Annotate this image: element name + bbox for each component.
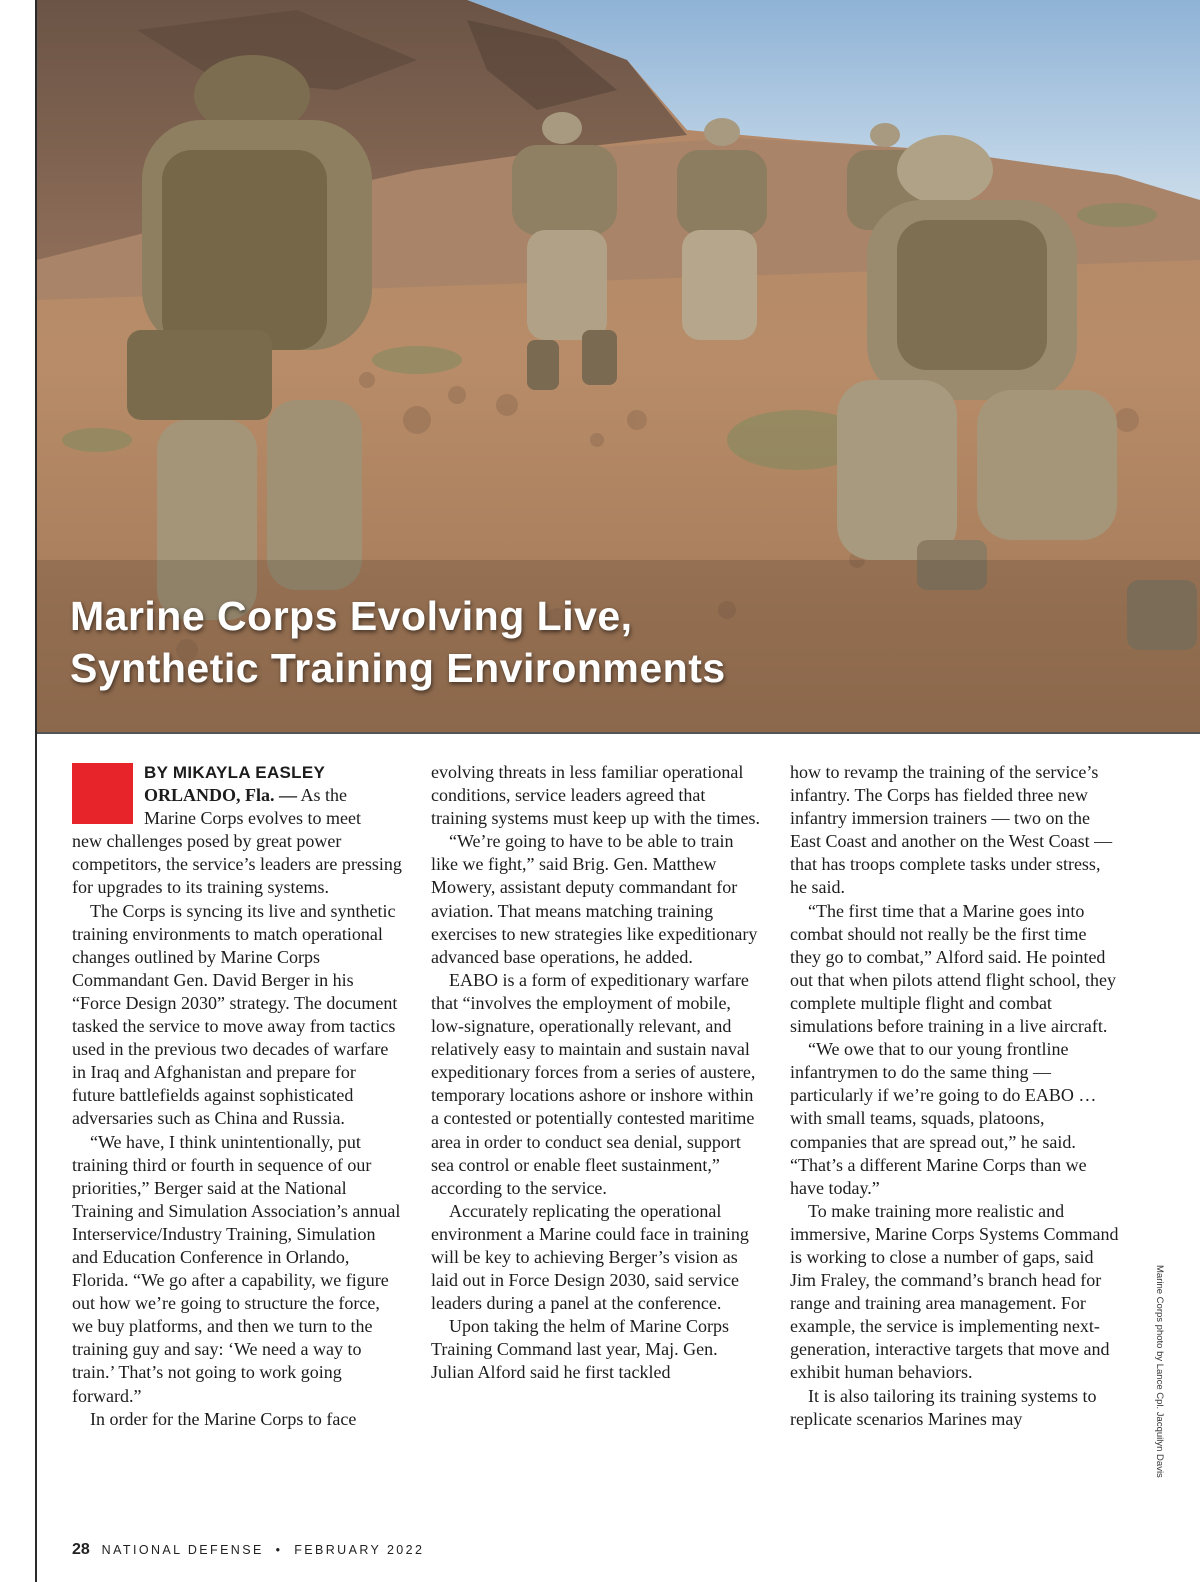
lead-line-1 bbox=[144, 784, 402, 807]
paragraph: Accurately replicating the operational environment a Marine could face in training will be key to achieving Berger’s vision as laid out in Force Design 2030, said service leaders during a panel at the conference. bbox=[431, 1200, 749, 1314]
article-column-3 bbox=[790, 761, 1120, 1431]
dateline: ORLANDO, Fla. — bbox=[144, 785, 297, 806]
paragraph: “The first time that a Marine goes into combat should not really be the first time they go to combat,” Alford said. He pointed out that when pilots attend flight school, they complete multiple flight and combat simulations before training in a live aircraft. bbox=[790, 900, 1116, 1037]
issue-date: FEBRUARY 2022 bbox=[294, 1543, 425, 1557]
headline-line-1: Marine Corps Evolving Live, bbox=[70, 593, 633, 639]
publication-name: NATIONAL DEFENSE bbox=[101, 1543, 264, 1557]
paragraph: To make training more realistic and immersive, Marine Corps Systems Command is working to close a number of gaps, said Jim Fraley, the command’s branch head for range and training area management. For example, the service is implementing next-generation, interactive targets that move and exhibit human behaviors. bbox=[790, 1200, 1119, 1383]
paragraph: new challenges posed by great power competitors, the service’s leaders are pressing for upgrades to its training systems. bbox=[72, 831, 402, 898]
paragraph: Upon taking the helm of Marine Corps Training Command last year, Maj. Gen. Julian Alford said he first tackled bbox=[431, 1316, 729, 1383]
paragraph: EABO is a form of expeditionary warfare that “involves the employment of mobile, low-signature, operationally relevant, and relatively easy to maintain and sustain naval expeditionary forces from a series of austere, temporary locations ashore or inshore within a contested or potentially contested maritime area in order to conduct sea denial, support sea control or enable fleet sustainment,” according to the service. bbox=[431, 969, 756, 1198]
byline: BY MIKAYLA EASLEY bbox=[144, 763, 326, 782]
paragraph: “We have, I think unintentionally, put training third or fourth in sequence of our priorities,” Berger said at the National Training and Simulation Association’s annual Interservice/Industry Training, Simulation and Education Conference in Orlando, Florida. “We go after a capability, we figure out how we’re going to structure the force, we buy platforms, and then we turn to the training guy and say: ‘We need a way to train.’ That’s not going to work going forward.” bbox=[72, 1131, 401, 1406]
lead-line-1-rest: As the bbox=[297, 785, 348, 806]
page-number: 28 bbox=[72, 1541, 90, 1558]
paragraph: “We owe that to our young frontline infantrymen to do the same thing — particularly if we’re going to do EABO … with small teams, squads, platoons, companies that are spread out,” he said. “That’s a different Marine Corps than we have today.” bbox=[790, 1039, 1097, 1198]
article-column-1 bbox=[72, 761, 402, 1431]
footer-separator: • bbox=[275, 1543, 283, 1557]
page-footer bbox=[72, 1541, 424, 1559]
headline-line-2: Synthetic Training Environments bbox=[70, 645, 726, 691]
photo-divider bbox=[37, 732, 1200, 734]
paragraph: The Corps is syncing its live and synthetic training environments to match operational changes outlined by Marine Corps Commandant Gen. David Berger in his “Force Design 2030” strategy. The document tasked the service to move away from tactics used in the previous two decades of warfare in Iraq and Afghanistan and prepare for future battlefields against sophisticated adversaries such as China and Russia. bbox=[72, 900, 398, 1129]
photo-credit: Marine Corps photo by Lance Cpl. Jacquilyn Davis bbox=[1154, 1265, 1165, 1478]
marine-figure bbox=[127, 55, 372, 620]
article-column-2 bbox=[431, 761, 761, 1385]
paragraph: It is also tailoring its training systems to replicate scenarios Marines may bbox=[790, 1385, 1097, 1429]
article-headline bbox=[70, 590, 726, 694]
paragraph: evolving threats in less familiar operational conditions, service leaders agreed that training systems must keep up with the times. bbox=[431, 762, 760, 829]
paragraph: “We’re going to have to be able to train like we fight,” said Brig. Gen. Matthew Mowery, assistant deputy commandant for aviation. That means matching training exercises to new strategies like expeditionary advanced base operations, he added. bbox=[431, 831, 758, 967]
paragraph: how to revamp the training of the service’s infantry. The Corps has fielded three new infantry immersion trainers — two on the East Coast and another on the West Coast — that has troops complete tasks under stress, he said. bbox=[790, 762, 1113, 898]
hero-photo bbox=[37, 0, 1200, 732]
lead-line-2: Marine Corps evolves to meet bbox=[144, 808, 361, 829]
paragraph: In order for the Marine Corps to face bbox=[90, 1408, 357, 1429]
